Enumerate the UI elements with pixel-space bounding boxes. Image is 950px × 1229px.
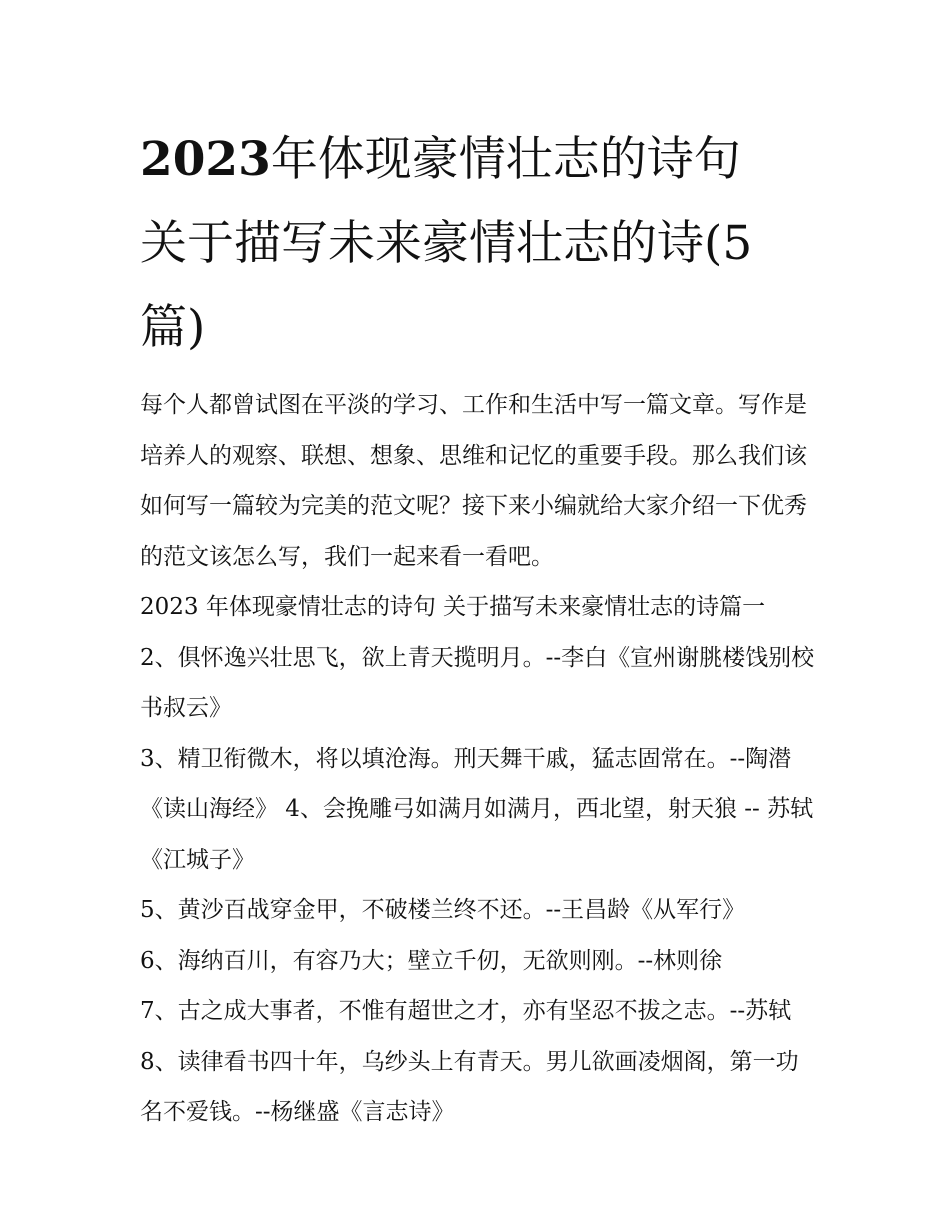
title-line-2: 关于描写未来豪情壮志的诗(5: [140, 216, 753, 271]
poem-line-3-4: 3、精卫衔微木，将以填沧海。刑天舞干戚，猛志固常在。--陶潜 《读山海经》 4、会挽雕弓如满月如满月，西北望，射天狼 -- 苏轼《江城子》: [140, 745, 814, 873]
title-line-1: [140, 118, 820, 202]
title-year: 2023: [140, 132, 271, 187]
poem-line-5: 5、黄沙百战穿金甲，不破楼兰终不还。--王昌龄《从军行》: [140, 897, 746, 923]
document-page: [140, 118, 820, 1138]
intro-paragraph: 每个人都曾试图在平淡的学习、工作和生活中写一篇文章。写作是培养人的观察、联想、想象、思维和记忆的重要手段。那么我们该如何写一篇较为完美的范文呢？接下来小编就给大家介绍一下优秀的范文该怎么写，我们一起来看一看吧。: [140, 392, 807, 570]
document-body: [140, 380, 820, 1138]
poem-line-6: 6、海纳百川，有容乃大；壁立千仞，无欲则刚。--林则徐: [140, 947, 723, 974]
title-line-1-text: 年体现豪情壮志的诗句: [270, 132, 741, 187]
poem-line-7-8: 7、古之成大事者，不惟有超世之才，亦有坚忍不拔之志。--苏轼 8、读律看书四十年，乌纱头上有青天。男儿欲画凌烟阁，第一功名不爱钱。--杨继盛《言志诗》: [140, 998, 799, 1125]
title-line-3: 篇): [140, 300, 206, 355]
document-title: [140, 118, 820, 370]
section-heading: 2023 年体现豪情壮志的诗句 关于描写未来豪情壮志的诗篇一: [140, 594, 766, 620]
poem-line-2: 2、俱怀逸兴壮思飞，欲上青天揽明月。--李白《宣州谢朓楼饯别校书叔云》: [140, 644, 815, 721]
